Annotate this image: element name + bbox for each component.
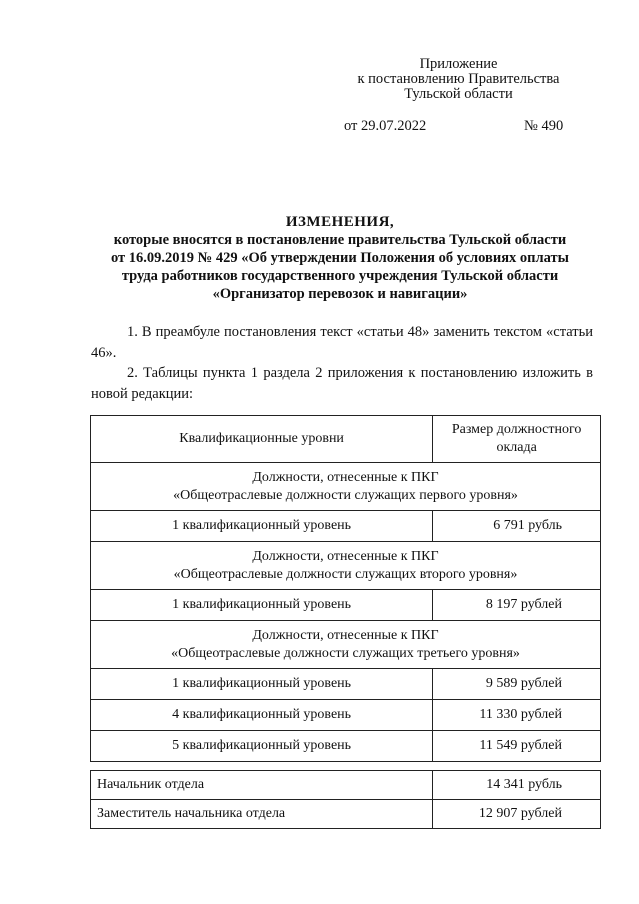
table-row [91,800,601,829]
title-line-1: которые вносятся в постановление правительства Тульской области [113,232,567,248]
position-cell: Начальник отдела [91,771,433,800]
document-title [60,213,620,303]
appendix-header [320,57,597,102]
salary-table [90,415,601,762]
paragraph-2: 2. Таблицы пункта 1 раздела 2 приложения к постановлению изложить в новой редакции: [91,365,593,402]
group-title-line-2: «Общеотраслевые должности служащих третьего уровня» [171,645,520,661]
group-header-cell [91,621,601,669]
salary-cell: 11 330 рублей [433,700,601,731]
group-header-cell [91,463,601,511]
group-title-line-1: Должности, отнесенные к ПКГ [252,627,439,643]
group-header-row [91,542,601,590]
title-main: ИЗМЕНЕНИЯ, [285,214,395,230]
table-row [91,700,601,731]
appendix-line-2: к постановлению Правительства [357,71,560,87]
qualification-level-cell: 1 квалификационный уровень [91,511,433,542]
appendix-line-3: Тульской области [404,86,513,102]
salary-cell: 14 341 рубль [433,771,601,800]
department-salary-table [90,770,601,829]
document-number: № 490 [524,118,564,134]
paragraph-1: 1. В преамбуле постановления текст «статьи 48» заменить текстом «статьи 46». [91,324,593,361]
table-row [91,771,601,800]
table-row [91,669,601,700]
qualification-level-cell: 1 квалификационный уровень [91,590,433,621]
table-row [91,511,601,542]
salary-cell: 8 197 рублей [433,590,601,621]
header-salary-line-1: Размер должностного [451,422,582,437]
header-salary-line-2: оклада [496,440,537,455]
group-title-line-1: Должности, отнесенные к ПКГ [252,548,439,564]
group-header-cell [91,542,601,590]
salary-cell: 11 549 рублей [433,731,601,762]
group-title-line-1: Должности, отнесенные к ПКГ [252,469,439,485]
header-salary-size [433,416,601,463]
title-line-2: от 16.09.2019 № 429 «Об утверждении Положения об условиях оплаты [111,250,569,266]
group-header-row [91,621,601,669]
appendix-line-1: Приложение [419,56,498,72]
header-qualification-levels: Квалификационные уровни [91,416,433,463]
salary-cell: 6 791 рубль [433,511,601,542]
group-title-line-2: «Общеотраслевые должности служащих второго уровня» [173,566,518,582]
table-header-row [91,416,601,463]
title-line-3: труда работников государственного учреждения Тульской области [121,268,559,284]
table-row [91,731,601,762]
qualification-level-cell: 1 квалификационный уровень [91,669,433,700]
salary-cell: 12 907 рублей [433,800,601,829]
qualification-level-cell: 4 квалификационный уровень [91,700,433,731]
title-line-4: «Организатор перевозок и навигации» [212,286,468,302]
qualification-level-cell: 5 квалификационный уровень [91,731,433,762]
group-header-row [91,463,601,511]
table-row [91,590,601,621]
position-cell: Заместитель начальника отдела [91,800,433,829]
group-title-line-2: «Общеотраслевые должности служащих первого уровня» [173,487,518,503]
document-date: от 29.07.2022 [344,118,427,134]
salary-cell: 9 589 рублей [433,669,601,700]
